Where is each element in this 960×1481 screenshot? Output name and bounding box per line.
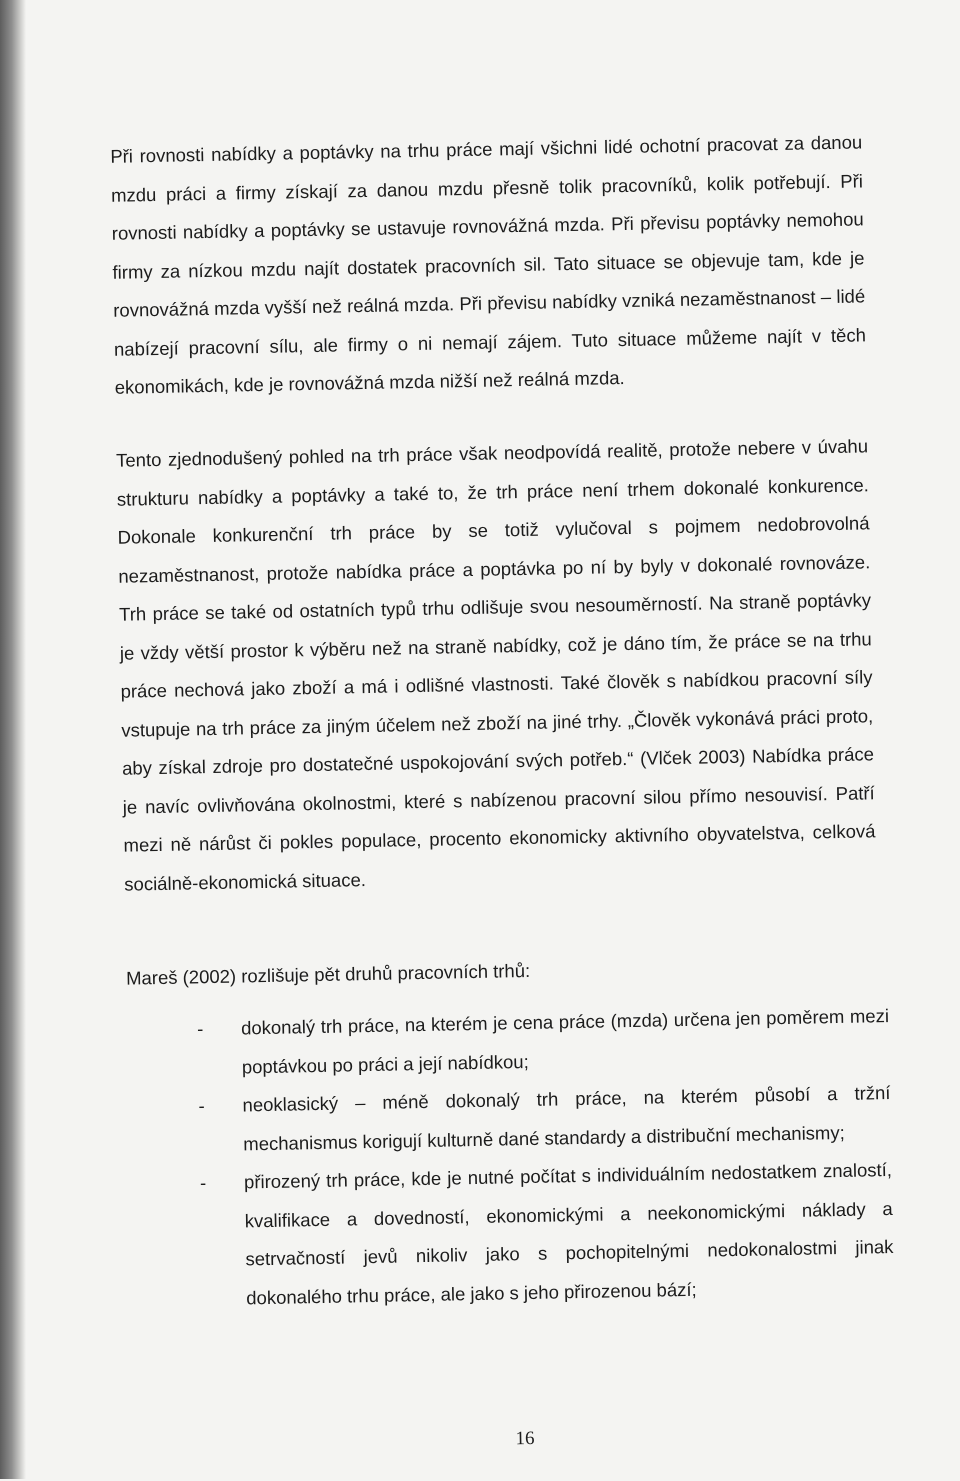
labor-market-types-list [197,997,895,1318]
list-item-text: neoklasický – méně dokonalý trh práce, na kterém působí a tržní mechanismus korigují kulturně dané standardy a distribuční mechanismy; [242,1082,891,1154]
paragraph-labor-market-equilibrium: Při rovnosti nabídky a poptávky na trhu práce mají všichni lidé ochotní pracovat za danou mzdu práci a firmy získají za danou mzdu přesně tolik pracovníků, kolik potřebují. Při rovnosti nabídky a poptávky se ustavuje rovnovážná mzda. Při převisu poptávky nemohou firmy za nízkou mzdu najít dostatek pracovních sil. Tato situace se objevuje tam, kde je rovnovážná mzda vyšší než reálná mzda. Při převisu nabídky vzniká nezaměstnanost – lidé nabízejí pracovní sílu, ale firmy o ni nemají zájem. Tuto situace můžeme najít v těch ekonomikách, kde je rovnovážná mzda nižší než reálná mzda. [110,131,867,398]
list-dash: - [198,1095,205,1117]
list-item [197,997,890,1087]
list-item-text: přirozený trh práce, kde je nutné počítat s individuálním nedostatkem znalostí, kvalifikace a dovedností, ekonomickými a neekonomickými náklady a setrvačností jevů nikoliv jako s pochopitelnými nedokonalostmi jinak dokonalého trhu práce, ale jako s jeho přirozenou bází; [243,1158,894,1308]
page-number: 16 [515,1427,535,1450]
list-dash: - [196,1018,204,1040]
list-dash: - [199,1172,207,1194]
list-item [200,1151,895,1318]
list-item [198,1074,891,1164]
paragraph-labor-market-reality: Tento zjednodušený pohled na trh práce však neodpovídá realitě, protože nebere v úvahu strukturu nabídky a poptávky a také to, že trh práce není trhem dokonalé konkurence. Dokonale konkurenční trh práce by se totiž vylučoval s pojmem nedobrovolná nezaměstnanost, protože nabídka práce a poptávka po ní by byly v dokonalé rovnováze. Trh práce se také od ostatních typů trhu odlišuje svou nesouměrností. Na straně poptávky je vždy větší prostor k výběru než na straně nabídky, což je dáno tím, že práce se na trhu práce nechová jako zboží a má i odlišné vlastnosti. Také člověk s nabídkou pracovní síly vstupuje na trh práce za jiným účelem než zboží na jiné trhy. „Člověk vykonává práci proto, aby získal zdroje pro dostatečné uspokojování svých potřeb.“ (Vlček 2003) Nabídka práce je navíc ovlivňována okolnostmi, které s nabízenou pracovní silou přímo nesouvisí. Patří mezi ně nárůst či pokles populace, procento ekonomicky aktivního obyvatelstva, celková sociálně-ekonomická situace. [115,435,876,895]
paragraph-list-intro: Mareš (2002) rozlišuje pět druhů pracovních trhů: [125,959,531,989]
list-item-text: dokonalý trh práce, na kterém je cena práce (mzda) určena jen poměrem mezi poptávkou po práci a její nabídkou; [240,1005,890,1077]
